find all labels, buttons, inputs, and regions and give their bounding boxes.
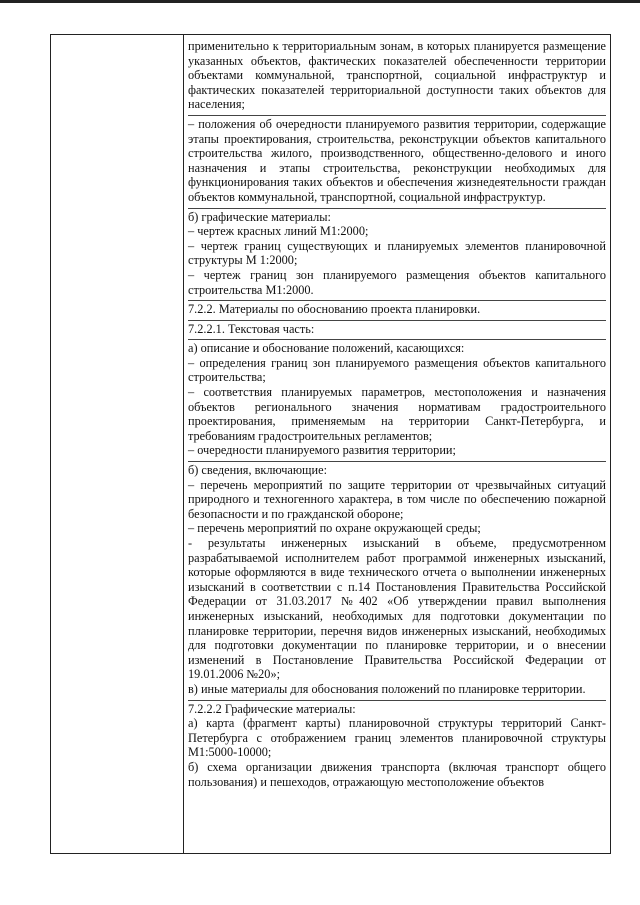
section-heading-7-2-2-2 <box>188 701 606 793</box>
section-heading: 7.2.2.2 Графические материалы: <box>188 701 356 716</box>
paragraph: – чертеж границ существующих и планируемых элементов планировочной структуры М 1:2000; <box>188 238 606 268</box>
section-info <box>188 462 606 701</box>
section-heading: 7.2.2. Материалы по обоснованию проекта планировки. <box>188 302 481 317</box>
paragraph: в) иные материалы для обоснования положений по планировке территории. <box>188 681 586 696</box>
section-description <box>188 340 606 462</box>
paragraph: - результаты инженерных изысканий в объеме, предусмотренном разрабатываемой исполнителем работ программой инженерных изысканий, которые оформляются в виде технического отчета о выполнении инженерных изысканий в соответствии с п.14 Постановления Правительства Российской Федерации от 31.03.2017 №402 «Об утверждении правил выполнения инженерных изысканий, необходимых для подготовки документации по планировке территории, перечня видов инженерных изысканий, необходимых для подготовки документации по планировке территории, и о внесении изменений в Постановление Правительства Российской Федерации от 19.01.2006 №20»; <box>188 536 606 682</box>
paragraph: а) карта (фрагмент карты) планировочной структуры территорий Санкт-Петербурга с отображением границ элементов планировочной структуры М1:5000-10000; <box>188 716 606 760</box>
paragraph: а) описание и обоснование положений, касающихся: <box>188 341 465 356</box>
document-text-column <box>188 38 606 792</box>
section-graphic-materials <box>188 209 606 302</box>
paragraph: – чертеж красных линий М1:2000; <box>188 224 369 239</box>
section-heading-7-2-2 <box>188 301 606 321</box>
paragraph: – соответствия планируемых параметров, местоположения и назначения объектов регионального значения нормативам градостроительного проектирования, применяемым на территории Санкт-Петербурга, и требованиям градостроительных регламентов; <box>188 385 606 443</box>
paragraph: б) графические материалы: <box>188 209 331 224</box>
page-top-rule <box>0 0 640 3</box>
paragraph: б) сведения, включающие: <box>188 463 327 478</box>
section-intro <box>188 38 606 116</box>
paragraph: б) схема организации движения транспорта (включая транспорт общего пользования) и пешеходов, отражающую местоположение объектов <box>188 759 606 789</box>
paragraph: – перечень мероприятий по защите территории от чрезвычайных ситуаций природного и техногенного характера, в том числе по обеспечению пожарной безопасности и по гражданской обороне; <box>188 477 606 521</box>
section-heading-7-2-2-1 <box>188 321 606 341</box>
column-divider <box>183 34 184 854</box>
paragraph: – определения границ зон планируемого размещения объектов капитального строительства; <box>188 355 606 385</box>
paragraph: – перечень мероприятий по охране окружающей среды; <box>188 521 481 536</box>
section-stages <box>188 116 606 209</box>
paragraph: – очередности планируемого развития территории; <box>188 443 456 458</box>
section-heading: 7.2.2.1. Текстовая часть: <box>188 321 315 336</box>
paragraph: применительно к территориальным зонам, в которых планируется размещение указанных объектов, фактических показателей обеспеченности территории объектами коммунальной, транспортной, социальной инфраструктур и фактических показателей территориальной доступности таких объектов для населения; <box>188 39 606 112</box>
paragraph: – чертеж границ зон планируемого размещения объектов капитального строительства М1:2000. <box>188 267 606 297</box>
paragraph: – положения об очередности планируемого развития территории, содержащие этапы проектирования, строительства, реконструкции объектов капитального строительства жилого, производственного, общественно-делового и иного назначения и этапы строительства, реконструкции необходимых для функционирования таких объектов и обеспечения жизнедеятельности граждан объектов коммунальной, транспортной, социальной инфраструктур. <box>188 116 606 204</box>
